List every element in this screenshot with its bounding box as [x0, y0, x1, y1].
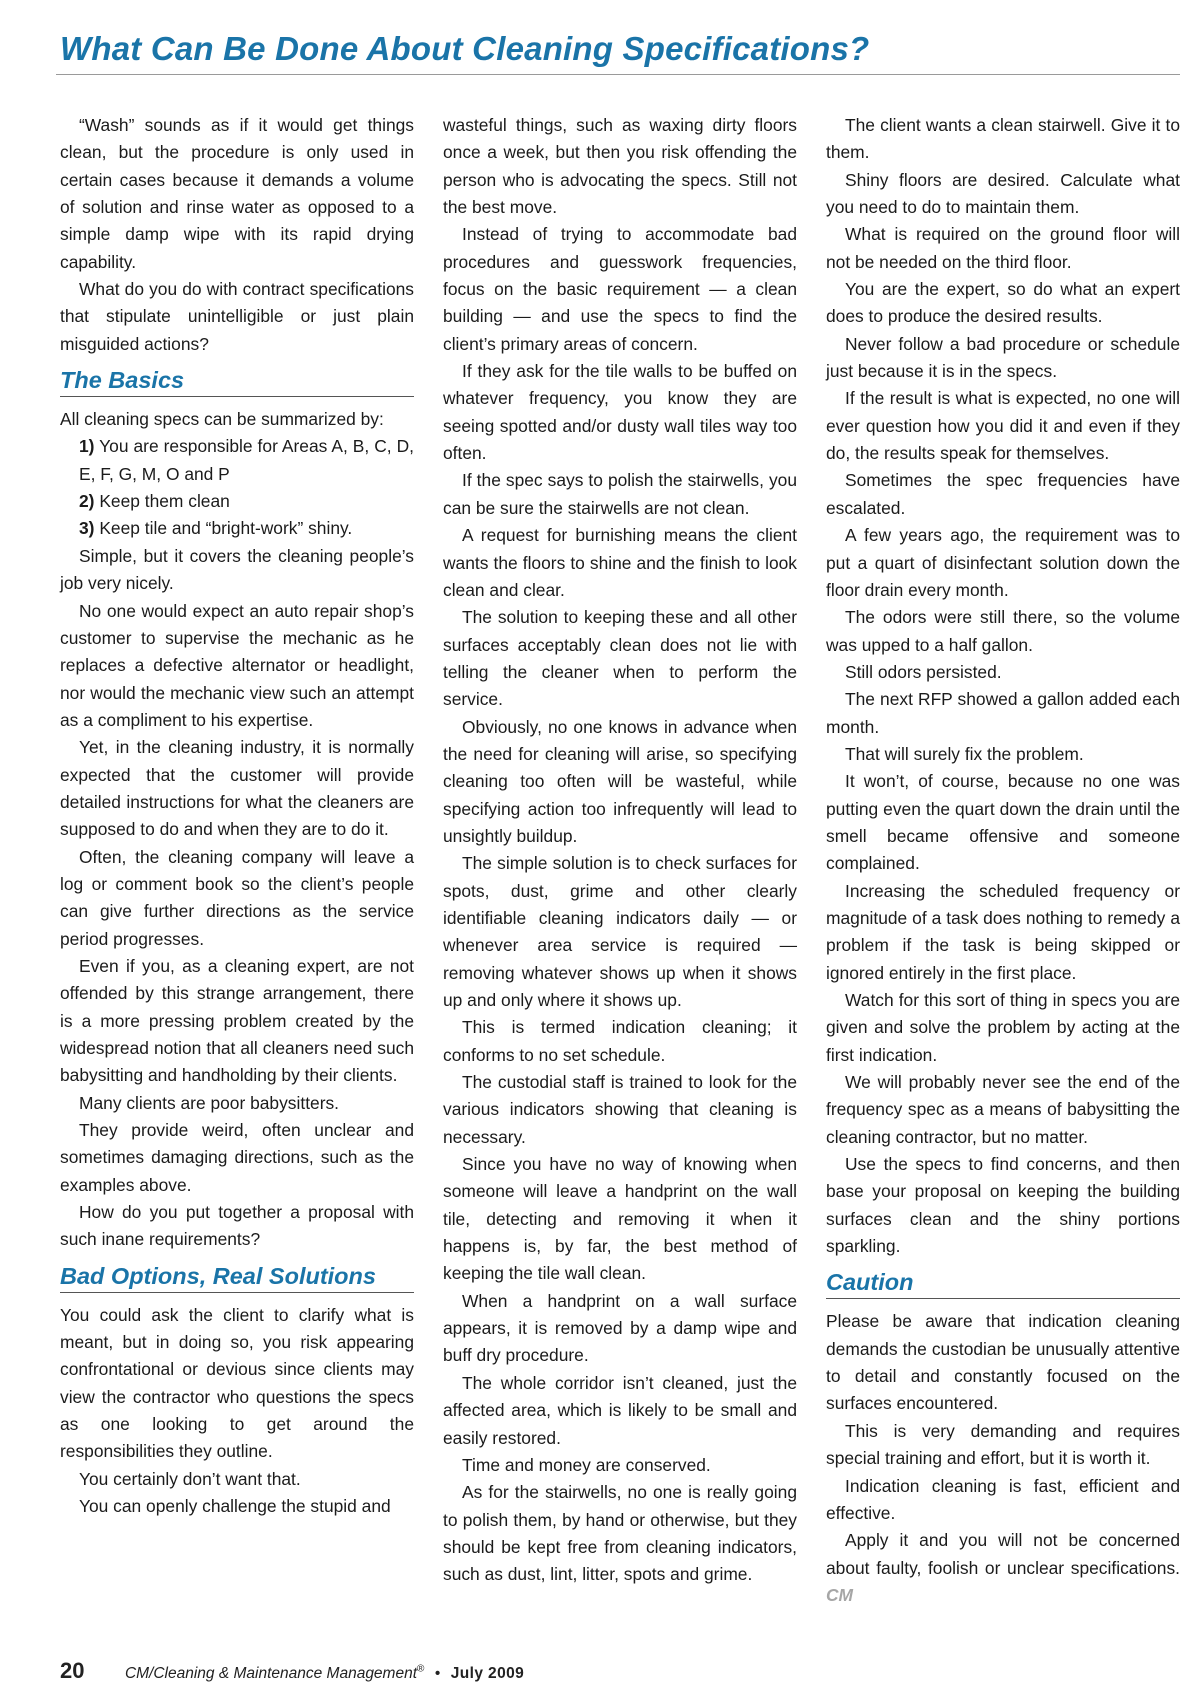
- paragraph: It won’t, of course, because no one was putting even the quart down the drain until the smell became offensive and someone complained.: [826, 771, 1180, 874]
- paragraph: You could ask the client to clarify what is meant, but in doing so, you risk appearing confrontational or devious since clients may view the contractor who questions the specs as one looking to get around the responsibilities they outline.: [60, 1304, 414, 1462]
- paragraph: Obviously, no one knows in advance when the need for cleaning will arise, so specifying cleaning too often will be wasteful, while specifying action too infrequently will lead to unsightly buildup.: [443, 716, 797, 846]
- section-heading-bad-options: Bad Options, Real Solutions: [60, 1263, 414, 1293]
- paragraph: The next RFP showed a gallon added each month.: [826, 689, 1180, 737]
- paragraph: When a handprint on a wall surface appears, it is removed by a damp wipe and buff dry procedure.: [443, 1290, 797, 1366]
- paragraph: Use the specs to find concerns, and then base your proposal on keeping the building surfaces clean and the shiny portions sparkling.: [826, 1154, 1180, 1257]
- list-number: 1): [79, 436, 95, 457]
- paragraph: Indication cleaning is fast, efficient and effective.: [826, 1475, 1180, 1523]
- registered-mark: ®: [417, 1663, 425, 1675]
- list-text: Keep them clean: [99, 491, 230, 512]
- paragraph: You are the expert, so do what an expert does to produce the desired results.: [826, 279, 1180, 327]
- paragraph: If the spec says to polish the stairwells, you can be sure the stairwells are not clean.: [443, 470, 797, 518]
- paragraph: Even if you, as a cleaning expert, are not offended by this strange arrangement, there is a more pressing problem created by the widespread notion that all cleaners need such babysitting and handholding by their clients.: [60, 955, 414, 1086]
- end-mark: CM: [826, 1584, 854, 1605]
- paragraph: This is termed indication cleaning; it conforms to no set schedule.: [443, 1017, 797, 1065]
- paragraph: They provide weird, often unclear and sometimes damaging directions, such as the examples above.: [60, 1120, 414, 1195]
- list-number: 3): [79, 518, 95, 539]
- paragraph: Sometimes the spec frequencies have escalated.: [826, 470, 1180, 518]
- paragraph: You certainly don’t want that.: [79, 1468, 301, 1489]
- page-footer: [60, 1658, 524, 1684]
- section-heading-basics: The Basics: [60, 367, 414, 397]
- paragraph: Still odors persisted.: [845, 661, 1002, 682]
- title-divider: [56, 74, 1180, 75]
- paragraph: Watch for this sort of thing in specs you are given and solve the problem by acting at the first indication.: [826, 990, 1180, 1065]
- list-item: [60, 515, 414, 542]
- list-text: You are responsible for Areas A, B, C, D, E, F, G, M, O and P: [79, 436, 414, 484]
- paragraph: Time and money are conserved.: [462, 1454, 711, 1475]
- paragraph: The whole corridor isn’t cleaned, just the affected area, which is likely to be small and easily restored.: [443, 1372, 797, 1448]
- list-item: [60, 488, 414, 515]
- article-title: What Can Be Done About Cleaning Specifications?: [60, 30, 870, 67]
- paragraph: Never follow a bad procedure or schedule just because it is in the specs.: [826, 333, 1180, 382]
- issue-date: July 2009: [450, 1665, 525, 1682]
- list-number: 2): [79, 491, 95, 512]
- paragraph: What do you do with contract specifications that stipulate unintelligible or just plain misguided actions?: [60, 279, 414, 354]
- paragraph: You can openly challenge the stupid and: [79, 1496, 391, 1517]
- page-number: 20: [60, 1658, 85, 1683]
- paragraph: “Wash” sounds as if it would get things clean, but the procedure is only used in certain cases because it demands a volume of solution and rinse water as opposed to a simple damp wipe with its rapid drying capability.: [60, 115, 414, 272]
- paragraph: If the result is what is expected, no one will ever question how you did it and even if they do, the results speak for themselves.: [826, 388, 1180, 464]
- paragraph: A request for burnishing means the client wants the floors to shine and the finish to look clean and clear.: [443, 525, 797, 600]
- paragraph: All cleaning specs can be summarized by:: [60, 409, 384, 430]
- paragraph: That will surely fix the problem.: [845, 743, 1084, 764]
- text-column-3: [826, 112, 1180, 1609]
- paragraph: This is very demanding and requires special training and effort, but it is worth it.: [826, 1420, 1180, 1469]
- paragraph: The custodial staff is trained to look for the various indicators showing that cleaning is necessary.: [443, 1072, 797, 1147]
- final-paragraph-text: Apply it and you will not be concerned about faulty, foolish or unclear specifications.: [826, 1530, 1180, 1578]
- paragraph: Shiny floors are desired. Calculate what you need to do to maintain them.: [826, 169, 1180, 218]
- paragraph: The client wants a clean stairwell. Give it to them.: [826, 115, 1180, 163]
- paragraph: Many clients are poor babysitters.: [79, 1092, 340, 1113]
- paragraph: No one would expect an auto repair shop’s customer to supervise the mechanic as he replaces a defective alternator or headlight, nor would the mechanic view such an attempt as a compliment to his expertise.: [60, 600, 414, 730]
- paragraph: The simple solution is to check surfaces for spots, dust, grime and other clearly identifiable cleaning indicators daily — or whenever area service is required — removing whatever shows up when it shows up and only where it shows up.: [443, 853, 797, 1010]
- paragraph: [826, 1527, 1180, 1609]
- paragraph: Since you have no way of knowing when someone will leave a handprint on the wall tile, detecting and removing it when it happens is, by far, the best method of keeping the tile wall clean.: [443, 1154, 797, 1284]
- list-item: [60, 433, 414, 488]
- paragraph: How do you put together a proposal with such inane requirements?: [60, 1202, 414, 1250]
- footer-separator: •: [434, 1665, 441, 1682]
- paragraph: Simple, but it covers the cleaning people’s job very nicely.: [60, 545, 414, 594]
- paragraph: Increasing the scheduled frequency or magnitude of a task does nothing to remedy a problem if the task is being skipped or ignored entirely in the first place.: [826, 880, 1180, 983]
- paragraph: Please be aware that indication cleaning demands the custodian be unusually attentive to detail and constantly focused on the surfaces encountered.: [826, 1311, 1180, 1414]
- text-column-1: [60, 112, 414, 1521]
- paragraph: The solution to keeping these and all other surfaces acceptably clean does not lie with telling the cleaner when to perform the service.: [443, 607, 797, 710]
- paragraph: Instead of trying to accommodate bad procedures and guesswork frequencies, focus on the basic requirement — a clean building — and use the specs to find the client’s primary areas of concern.: [443, 224, 797, 354]
- paragraph: As for the stairwells, no one is really going to polish them, by hand or otherwise, but they should be kept free from cleaning indicators, such as dust, lint, litter, spots and grime.: [443, 1482, 797, 1585]
- list-text: Keep tile and “bright-work” shiny.: [99, 518, 353, 539]
- paragraph: wasteful things, such as waxing dirty floors once a week, but then you risk offending the person who is advocating the specs. Still not the best move.: [443, 115, 797, 218]
- paragraph: We will probably never see the end of the frequency spec as a means of babysitting the cleaning contractor, but no matter.: [826, 1072, 1180, 1147]
- paragraph: A few years ago, the requirement was to put a quart of disinfectant solution down the floor drain every month.: [826, 525, 1180, 600]
- paragraph: Often, the cleaning company will leave a log or comment book so the client’s people can give further directions as the service period progresses.: [60, 846, 414, 949]
- publication-name: CM/Cleaning & Maintenance Management: [124, 1665, 418, 1682]
- text-column-2: [443, 112, 797, 1589]
- section-heading-caution: Caution: [826, 1269, 1180, 1299]
- paragraph: If they ask for the tile walls to be buffed on whatever frequency, you know they are seeing spotted and/or dusty wall tiles way too often.: [443, 361, 797, 464]
- paragraph: What is required on the ground floor will not be needed on the third floor.: [826, 224, 1180, 272]
- paragraph: The odors were still there, so the volume was upped to a half gallon.: [826, 607, 1180, 655]
- paragraph: Yet, in the cleaning industry, it is normally expected that the customer will provide detailed instructions for what the cleaners are supposed to do and when they are to do it.: [60, 737, 414, 840]
